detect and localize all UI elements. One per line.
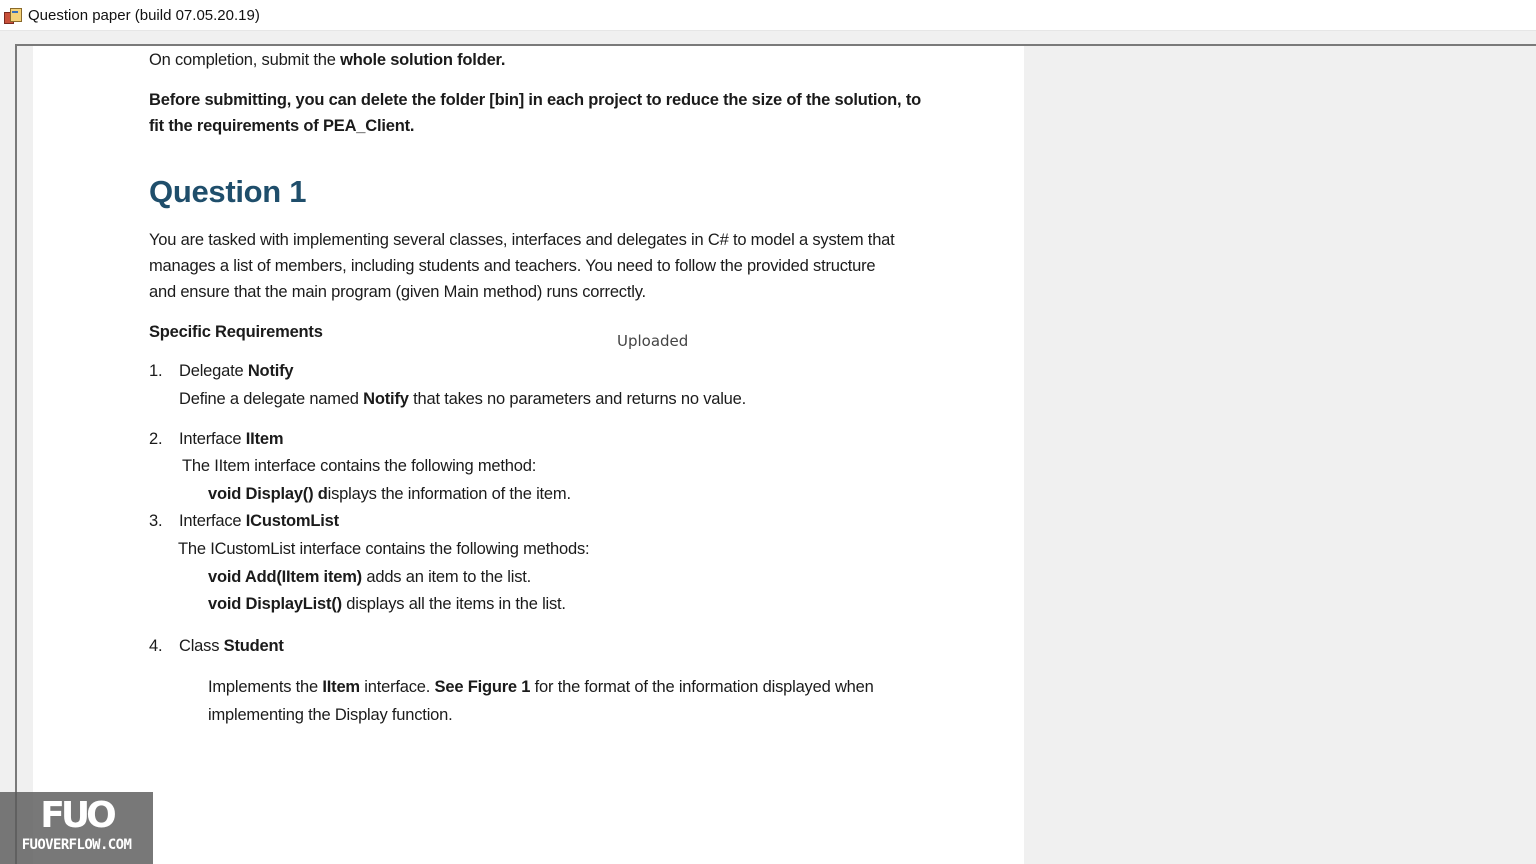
paragraph-line-2: manages a list of members, including students and teachers. You need to follow the provided structure (149, 257, 876, 275)
requirements-heading: Specific Requirements (149, 323, 323, 341)
item-2-title: Interface IItem (179, 430, 284, 448)
watermark-logo-mark: FUO (40, 795, 113, 836)
paragraph-line-3: and ensure that the main program (given Main method) runs correctly. (149, 283, 646, 301)
document-page (33, 46, 1024, 864)
item-3-method-2: void DisplayList() displays all the items in the list. (208, 595, 566, 613)
item-4-description-line-1: Implements the IItem interface. See Figure 1 for the format of the information displayed when (208, 678, 874, 696)
question-heading: Question 1 (149, 174, 307, 209)
item-4-title: Class Student (179, 637, 284, 655)
item-2-description: The IItem interface contains the following method: (182, 457, 537, 475)
item-3-description: The ICustomList interface contains the following methods: (178, 540, 590, 558)
intro-line-3: fit the requirements of PEA_Client. (149, 117, 415, 135)
item-4-number: 4. (149, 637, 163, 655)
upload-status: Uploaded (617, 332, 689, 350)
item-2-method-1: void Display() displays the information of the item. (208, 485, 571, 503)
watermark-text: FUOVERFLOW.COM (21, 837, 132, 853)
app-icon[interactable] (4, 7, 21, 24)
item-1-number: 1. (149, 362, 163, 380)
item-3-title: Interface ICustomList (179, 512, 339, 530)
item-4-description-line-2: implementing the Display function. (208, 706, 453, 724)
intro-line-2: Before submitting, you can delete the folder [bin] in each project to reduce the size of the solution, to (149, 91, 921, 109)
window-titlebar (0, 0, 1536, 31)
paragraph-line-1: You are tasked with implementing several classes, interfaces and delegates in C# to model a system that (149, 231, 895, 249)
item-3-number: 3. (149, 512, 163, 530)
watermark-logo (0, 792, 153, 864)
window-title: Question paper (build 07.05.20.19) (28, 6, 260, 24)
item-1-title: Delegate Notify (179, 362, 294, 380)
item-2-number: 2. (149, 430, 163, 448)
item-1-description: Define a delegate named Notify that takes no parameters and returns no value. (179, 390, 747, 408)
intro-line-1: On completion, submit the whole solution folder. (149, 51, 506, 69)
item-3-method-1: void Add(IItem item) adds an item to the list. (208, 568, 532, 586)
